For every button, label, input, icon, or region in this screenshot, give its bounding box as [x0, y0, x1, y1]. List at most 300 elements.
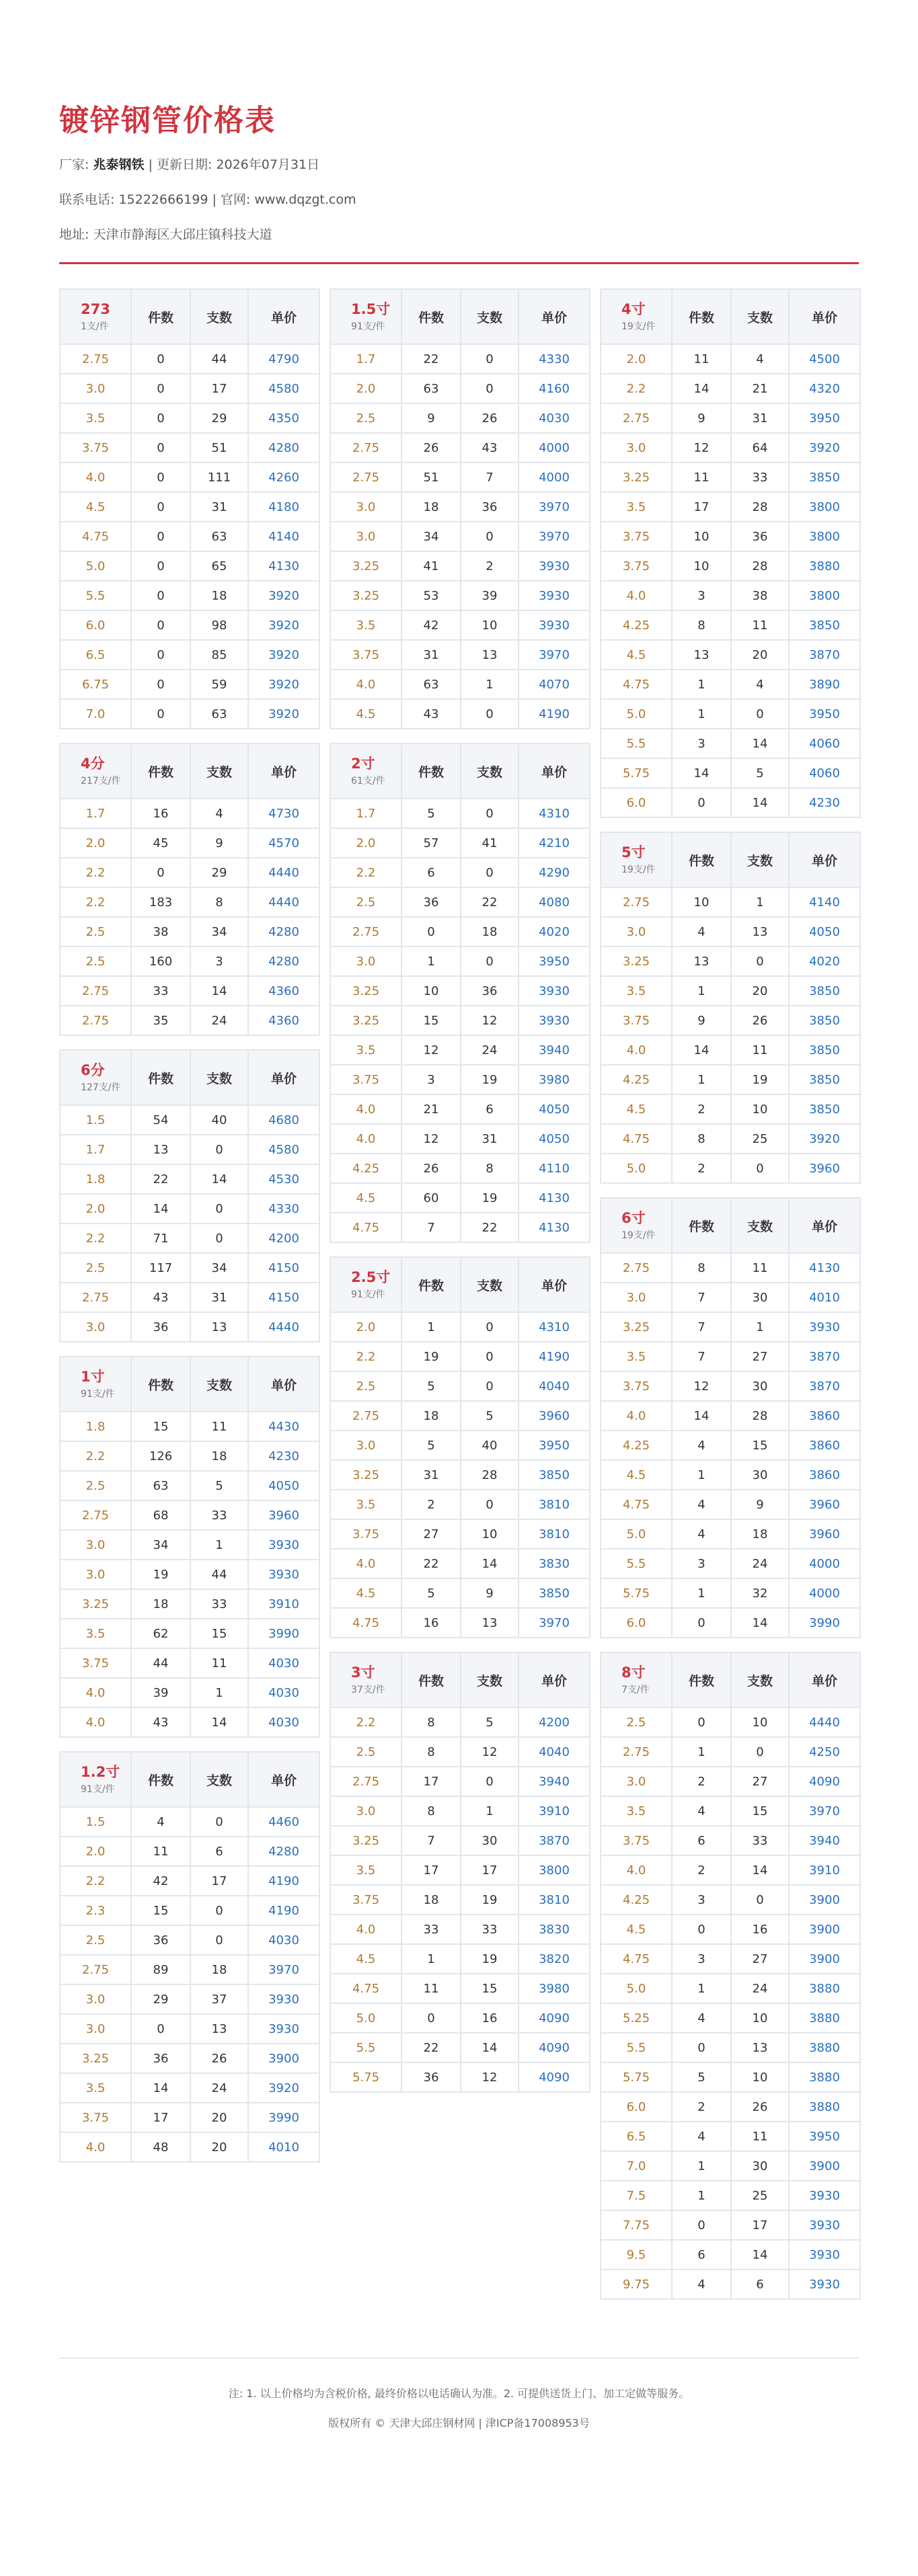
count-cell: 34: [131, 1530, 190, 1560]
pieces-cell: 0: [731, 1154, 789, 1183]
table-row: [601, 2181, 860, 2210]
count-cell: 1: [401, 1944, 461, 1974]
thickness-cell: 3.75: [60, 1648, 131, 1678]
pieces-cell: 8: [461, 1154, 519, 1183]
spec-header: [601, 1198, 672, 1253]
table-row: [601, 551, 860, 581]
pieces-cell: 5: [461, 1707, 519, 1737]
price-cell: 4090: [789, 1767, 860, 1796]
pieces-cell: 32: [731, 1578, 789, 1608]
price-cell: 3850: [789, 1035, 860, 1065]
price-cell: 4010: [789, 1283, 860, 1312]
thickness-cell: 5.25: [601, 2003, 672, 2033]
count-cell: 0: [131, 492, 190, 522]
pieces-header: 支数: [731, 832, 789, 887]
address-line: 地址: 天津市静海区大邱庄镇科技大道: [59, 227, 272, 242]
thickness-cell: 6.5: [601, 2122, 672, 2151]
pieces-cell: 20: [731, 640, 789, 670]
price-cell: 4030: [248, 1678, 319, 1707]
table-row: [60, 1707, 319, 1737]
count-cell: 8: [672, 1253, 731, 1283]
spec-label: 3寸: [351, 1664, 375, 1681]
table-row: [60, 670, 319, 699]
pieces-cell: 30: [731, 1283, 789, 1312]
count-cell: 4: [672, 917, 731, 947]
price-cell: 3930: [519, 610, 590, 640]
thickness-cell: 4.5: [330, 1944, 401, 1974]
count-cell: 14: [672, 374, 731, 403]
per-bundle-label: 61支/件: [351, 776, 385, 787]
count-cell: 6: [401, 858, 461, 887]
pieces-cell: 0: [461, 374, 519, 403]
pieces-cell: 1: [731, 1312, 789, 1342]
table-row: [601, 2062, 860, 2092]
price-cell: 4430: [248, 1412, 319, 1441]
price-cell: 3880: [789, 551, 860, 581]
table-row: [601, 1974, 860, 2003]
table-row: [60, 1896, 319, 1925]
price-cell: 3820: [519, 1944, 590, 1974]
per-bundle-label: 91支/件: [81, 1784, 115, 1795]
thickness-cell: 1.7: [330, 344, 401, 374]
thickness-cell: 2.75: [330, 1401, 401, 1431]
spec-label: 1.5寸: [351, 301, 391, 317]
table-row: [601, 2092, 860, 2122]
price-cell: 3900: [248, 2044, 319, 2073]
thickness-cell: 2.0: [60, 1194, 131, 1223]
count-cell: 8: [401, 1796, 461, 1826]
thickness-cell: 3.25: [330, 1006, 401, 1035]
per-bundle-label: 19支/件: [621, 321, 656, 332]
pieces-cell: 1: [190, 1678, 248, 1707]
price-table: [330, 288, 590, 729]
spec-header: [60, 1752, 131, 1807]
pieces-cell: 0: [731, 699, 789, 729]
thickness-cell: 5.0: [601, 1154, 672, 1183]
thickness-cell: 3.75: [601, 551, 672, 581]
price-cell: 3910: [248, 1589, 319, 1619]
pieces-cell: 0: [461, 799, 519, 828]
price-table: [600, 288, 861, 818]
count-cell: 12: [401, 1035, 461, 1065]
page-title: 镀锌钢管价格表: [59, 104, 276, 138]
spec-header: [60, 1357, 131, 1412]
price-cell: 3850: [519, 1578, 590, 1608]
price-cell: 4680: [248, 1105, 319, 1135]
price-cell: 3950: [519, 1431, 590, 1460]
thickness-cell: 3.0: [330, 947, 401, 976]
table-row: [601, 522, 860, 551]
table-row: [601, 1094, 860, 1124]
price-cell: 4260: [248, 462, 319, 492]
table-row: [330, 1006, 590, 1035]
price-cell: 4350: [248, 403, 319, 433]
table-row: [330, 1312, 590, 1342]
count-cell: 5: [401, 799, 461, 828]
pieces-cell: 0: [731, 947, 789, 976]
spec-header: [330, 1257, 401, 1312]
thickness-cell: 2.0: [60, 828, 131, 858]
table-row: [601, 1885, 860, 1915]
thickness-cell: 3.5: [330, 1490, 401, 1519]
count-cell: 1: [672, 1737, 731, 1767]
price-cell: 3800: [789, 492, 860, 522]
price-cell: 4050: [519, 1124, 590, 1154]
table-row: [330, 1124, 590, 1154]
price-cell: 4280: [248, 433, 319, 462]
price-cell: 4250: [789, 1737, 860, 1767]
table-row: [60, 1500, 319, 1530]
thickness-cell: 2.2: [330, 858, 401, 887]
thickness-cell: 4.0: [330, 1094, 401, 1124]
thickness-cell: 7.75: [601, 2210, 672, 2240]
table-row: [330, 799, 590, 828]
count-cell: 10: [672, 551, 731, 581]
count-cell: 12: [672, 433, 731, 462]
price-cell: 4130: [789, 1253, 860, 1283]
pieces-cell: 17: [190, 1866, 248, 1896]
pieces-cell: 51: [190, 433, 248, 462]
thickness-cell: 2.5: [60, 1253, 131, 1283]
pieces-cell: 24: [731, 1974, 789, 2003]
count-cell: 117: [131, 1253, 190, 1283]
count-cell: 0: [131, 522, 190, 551]
table-row: [330, 374, 590, 403]
price-table: [330, 1652, 590, 2093]
price-cell: 3930: [519, 581, 590, 610]
price-header: 单价: [789, 832, 860, 887]
price-cell: 3850: [789, 976, 860, 1006]
pieces-cell: 63: [190, 699, 248, 729]
pieces-header: 支数: [731, 1652, 789, 1707]
pieces-cell: 13: [731, 2033, 789, 2062]
price-cell: 3850: [789, 462, 860, 492]
thickness-cell: 2.2: [330, 1342, 401, 1371]
pieces-cell: 15: [731, 1431, 789, 1460]
table-row: [330, 551, 590, 581]
thickness-cell: 4.0: [330, 670, 401, 699]
table-row: [601, 729, 860, 758]
pieces-cell: 18: [461, 917, 519, 947]
count-cell: 44: [131, 1648, 190, 1678]
per-bundle-label: 7支/件: [621, 1685, 650, 1695]
price-cell: 3990: [789, 1608, 860, 1638]
table-row: [330, 492, 590, 522]
pieces-cell: 19: [461, 1183, 519, 1213]
thickness-cell: 4.75: [330, 1974, 401, 2003]
table-header-row: [330, 743, 590, 799]
price-cell: 4030: [248, 1707, 319, 1737]
count-cell: 62: [131, 1619, 190, 1648]
count-cell: 4: [672, 1431, 731, 1460]
count-cell: 0: [672, 788, 731, 817]
thickness-cell: 3.0: [601, 917, 672, 947]
price-cell: 3930: [248, 1984, 319, 2014]
price-cell: 3800: [789, 522, 860, 551]
thickness-cell: 2.2: [60, 887, 131, 917]
price-cell: 3830: [519, 1915, 590, 1944]
price-cell: 3930: [248, 1560, 319, 1589]
pieces-cell: 20: [190, 2103, 248, 2132]
table-row: [330, 1796, 590, 1826]
thickness-cell: 5.5: [601, 729, 672, 758]
table-row: [330, 522, 590, 551]
thickness-cell: 3.75: [330, 1519, 401, 1549]
price-cell: 4080: [519, 887, 590, 917]
thickness-cell: 3.0: [60, 1560, 131, 1589]
thickness-cell: 2.5: [330, 887, 401, 917]
pieces-cell: 10: [461, 1519, 519, 1549]
count-header: 件数: [401, 743, 461, 799]
thickness-cell: 5.0: [601, 699, 672, 729]
thickness-cell: 3.0: [330, 522, 401, 551]
pieces-cell: 19: [461, 1885, 519, 1915]
thickness-cell: 3.75: [601, 1006, 672, 1035]
pieces-cell: 4: [731, 670, 789, 699]
maker-line: [59, 156, 859, 173]
pieces-cell: 20: [190, 2132, 248, 2162]
price-cell: 3970: [789, 1796, 860, 1826]
price-cell: 3900: [789, 1885, 860, 1915]
thickness-cell: 9.75: [601, 2269, 672, 2299]
table-row: [330, 1401, 590, 1431]
price-cell: 4440: [248, 858, 319, 887]
count-cell: 0: [131, 858, 190, 887]
count-cell: 9: [672, 403, 731, 433]
pieces-cell: 0: [461, 1312, 519, 1342]
pieces-cell: 0: [461, 1371, 519, 1401]
thickness-cell: 3.5: [601, 976, 672, 1006]
thickness-cell: 3.5: [330, 1035, 401, 1065]
table-row: [601, 2003, 860, 2033]
count-cell: 34: [401, 522, 461, 551]
table-header-row: [60, 289, 319, 344]
table-row: [60, 1955, 319, 1984]
pieces-cell: 22: [461, 887, 519, 917]
price-cell: 3880: [789, 2062, 860, 2092]
pieces-cell: 25: [731, 1124, 789, 1154]
pieces-cell: 13: [461, 1608, 519, 1638]
spec-header: [60, 1050, 131, 1105]
table-row: [60, 699, 319, 729]
thickness-cell: 2.5: [60, 1471, 131, 1500]
thickness-cell: 6.5: [60, 640, 131, 670]
thickness-cell: 3.5: [330, 1855, 401, 1885]
pieces-cell: 0: [731, 1885, 789, 1915]
pieces-cell: 27: [731, 1767, 789, 1796]
price-header: 单价: [248, 1050, 319, 1105]
price-cell: 3850: [519, 1460, 590, 1490]
header-divider: [59, 262, 859, 264]
pieces-cell: 14: [461, 2033, 519, 2062]
count-cell: 54: [131, 1105, 190, 1135]
count-cell: 1: [672, 1460, 731, 1490]
thickness-cell: 2.2: [601, 374, 672, 403]
pieces-header: 支数: [461, 289, 519, 344]
table-row: [601, 581, 860, 610]
thickness-cell: 2.2: [60, 1441, 131, 1471]
count-cell: 2: [401, 1490, 461, 1519]
thickness-cell: 2.75: [60, 1500, 131, 1530]
count-cell: 4: [672, 1490, 731, 1519]
count-header: 件数: [401, 1257, 461, 1312]
table-row: [60, 947, 319, 976]
thickness-cell: 3.5: [601, 1342, 672, 1371]
spec-header: [601, 832, 672, 887]
price-cell: 4790: [248, 344, 319, 374]
table-header-row: [601, 289, 860, 344]
pieces-cell: 14: [190, 1164, 248, 1194]
thickness-cell: 2.0: [601, 344, 672, 374]
count-cell: 6: [672, 2240, 731, 2269]
table-row: [601, 1253, 860, 1283]
table-row: [60, 1984, 319, 2014]
table-row: [601, 1371, 860, 1401]
maker-label: 厂家:: [59, 157, 89, 172]
table-row: [601, 2269, 860, 2299]
thickness-cell: 3.25: [330, 1460, 401, 1490]
table-row: [60, 551, 319, 581]
per-bundle-label: 37支/件: [351, 1685, 385, 1695]
pieces-cell: 17: [731, 2210, 789, 2240]
price-cell: 3930: [789, 2269, 860, 2299]
count-cell: 60: [401, 1183, 461, 1213]
count-header: 件数: [131, 289, 190, 344]
price-cell: 3930: [789, 2210, 860, 2240]
price-header: 单价: [519, 289, 590, 344]
thickness-cell: 1.5: [60, 1807, 131, 1837]
count-cell: 0: [672, 2210, 731, 2240]
price-cell: 4050: [519, 1094, 590, 1124]
pieces-cell: 13: [190, 2014, 248, 2044]
table-row: [330, 1578, 590, 1608]
table-header-row: [330, 1257, 590, 1312]
price-cell: 4280: [248, 917, 319, 947]
pieces-cell: 30: [731, 1460, 789, 1490]
thickness-cell: 2.0: [330, 828, 401, 858]
count-cell: 7: [672, 1312, 731, 1342]
count-header: 件数: [672, 1198, 731, 1253]
count-cell: 4: [672, 2269, 731, 2299]
table-header-row: [60, 1357, 319, 1412]
price-cell: 3920: [248, 610, 319, 640]
pieces-cell: 39: [461, 581, 519, 610]
count-cell: 3: [672, 1944, 731, 1974]
thickness-cell: 4.0: [330, 1124, 401, 1154]
table-row: [601, 758, 860, 788]
price-cell: 4050: [248, 1471, 319, 1500]
count-cell: 3: [672, 581, 731, 610]
table-row: [60, 1223, 319, 1253]
thickness-cell: 4.75: [330, 1213, 401, 1242]
thickness-cell: 4.5: [60, 492, 131, 522]
count-cell: 17: [401, 1855, 461, 1885]
table-row: [601, 1855, 860, 1885]
thickness-cell: 2.75: [60, 1955, 131, 1984]
update-date: | 更新日期: 2026年07月31日: [148, 157, 320, 172]
price-cell: 4730: [248, 799, 319, 828]
table-row: [601, 1154, 860, 1183]
count-cell: 39: [131, 1678, 190, 1707]
pieces-cell: 40: [461, 1431, 519, 1460]
pieces-cell: 1: [731, 887, 789, 917]
table-header-row: [601, 832, 860, 887]
price-cell: 4200: [519, 1707, 590, 1737]
price-table: [330, 743, 590, 1243]
price-cell: 4090: [519, 2003, 590, 2033]
table-row: [330, 1094, 590, 1124]
pieces-header: 支数: [461, 743, 519, 799]
thickness-cell: 4.75: [60, 522, 131, 551]
per-bundle-label: 19支/件: [621, 864, 656, 875]
thickness-cell: 3.0: [330, 1796, 401, 1826]
count-cell: 63: [131, 1471, 190, 1500]
pieces-cell: 27: [731, 1342, 789, 1371]
pieces-cell: 13: [731, 917, 789, 947]
count-cell: 36: [131, 1312, 190, 1342]
table-row: [601, 2240, 860, 2269]
pieces-cell: 36: [731, 522, 789, 551]
count-cell: 0: [131, 344, 190, 374]
count-cell: 3: [672, 1885, 731, 1915]
price-cell: 4190: [519, 699, 590, 729]
pieces-cell: 1: [190, 1530, 248, 1560]
thickness-cell: 3.0: [330, 1431, 401, 1460]
table-row: [601, 1796, 860, 1826]
price-header: 单价: [519, 743, 590, 799]
table-row: [330, 887, 590, 917]
count-cell: 0: [672, 2033, 731, 2062]
table-row: [330, 1737, 590, 1767]
count-cell: 0: [672, 1915, 731, 1944]
table-row: [601, 1490, 860, 1519]
spec-label: 2寸: [351, 756, 375, 772]
thickness-cell: 3.25: [330, 976, 401, 1006]
price-cell: 3890: [789, 670, 860, 699]
pieces-cell: 43: [461, 433, 519, 462]
table-row: [601, 344, 860, 374]
price-cell: 3870: [789, 1342, 860, 1371]
thickness-cell: 3.0: [60, 2014, 131, 2044]
pieces-cell: 28: [461, 1460, 519, 1490]
count-cell: 4: [131, 1807, 190, 1837]
table-row: [60, 492, 319, 522]
price-cell: 3950: [789, 2122, 860, 2151]
table-row: [60, 462, 319, 492]
count-cell: 0: [401, 917, 461, 947]
count-cell: 160: [131, 947, 190, 976]
price-cell: 3960: [789, 1154, 860, 1183]
table-row: [60, 640, 319, 670]
thickness-cell: 2.75: [330, 433, 401, 462]
table-row: [601, 1283, 860, 1312]
pieces-cell: 16: [731, 1915, 789, 1944]
count-cell: 10: [672, 522, 731, 551]
table-row: [601, 1401, 860, 1431]
count-cell: 89: [131, 1955, 190, 1984]
count-cell: 15: [131, 1896, 190, 1925]
spec-header: [601, 289, 672, 344]
pieces-cell: 0: [461, 344, 519, 374]
thickness-cell: 1.8: [60, 1412, 131, 1441]
table-row: [60, 2014, 319, 2044]
count-cell: 0: [131, 610, 190, 640]
count-cell: 14: [672, 1035, 731, 1065]
pieces-cell: 1: [461, 670, 519, 699]
pieces-cell: 11: [731, 1035, 789, 1065]
pieces-cell: 9: [731, 1490, 789, 1519]
pieces-cell: 6: [461, 1094, 519, 1124]
